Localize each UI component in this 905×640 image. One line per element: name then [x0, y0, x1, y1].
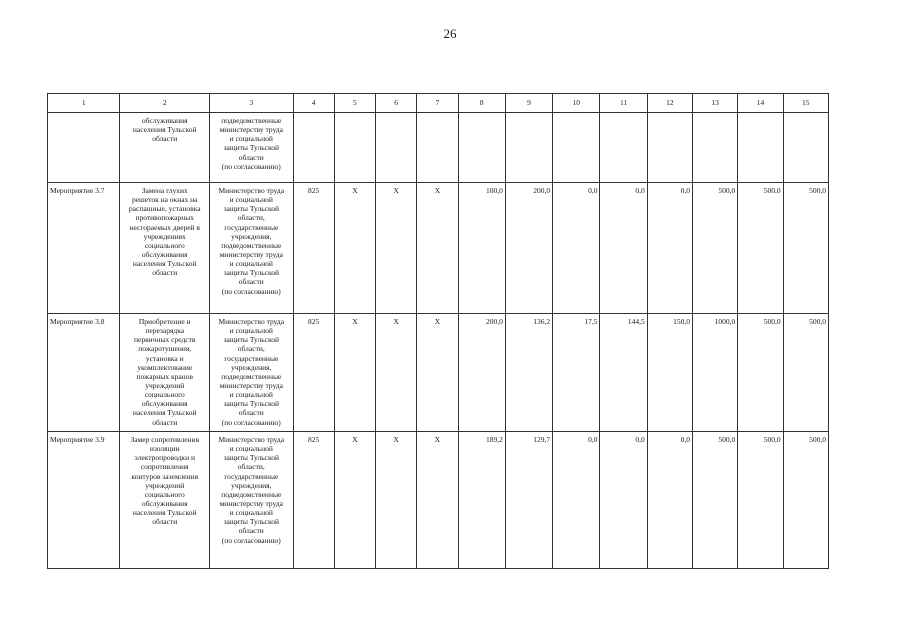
- cell-col10: 0,0: [553, 432, 600, 569]
- cell-col7: Х: [417, 183, 458, 314]
- cell-col8: 200,0: [458, 314, 505, 432]
- measure-executor: Министерство труда и социальной защиты Тульской области, государственные учреждения, подведомственные министерству труда и социальной защиты Тульской области (по согласованию): [210, 314, 294, 432]
- cell-col6: Х: [376, 314, 417, 432]
- measure-executor: Министерство труда и социальной защиты Тульской области, государственные учреждения, подведомственные министерству труда и социальной защиты Тульской области (по согласованию): [210, 432, 294, 569]
- column-header: 14: [738, 94, 783, 113]
- measure-name: [48, 113, 120, 183]
- measure-executor: Министерство труда и социальной защиты Тульской области, государственные учреждения, подведомственные министерству труда и социальной защиты Тульской области (по согласованию): [210, 183, 294, 314]
- cell-col11: 0,0: [600, 432, 647, 569]
- table-row: [48, 183, 829, 314]
- column-header: 10: [553, 94, 600, 113]
- cell-col8: 189,2: [458, 432, 505, 569]
- measure-description: Замена глухих решеток на окнах на распашные, установка противопожарных несгораемых дверей в учреждениях социального обслуживания населения Тульской области: [120, 183, 210, 314]
- measure-name: Мероприятие 3.8: [48, 314, 120, 432]
- cell-col5: Х: [334, 314, 375, 432]
- cell-col11: 0,0: [600, 183, 647, 314]
- cell-col14: 500,0: [738, 314, 783, 432]
- cell-col4: 825: [293, 314, 334, 432]
- cell-col5: Х: [334, 183, 375, 314]
- cell-col12: 0,0: [647, 183, 692, 314]
- cell-col13: 1000,0: [693, 314, 738, 432]
- cell-col7: Х: [417, 432, 458, 569]
- cell-col13: 500,0: [693, 432, 738, 569]
- column-header: 11: [600, 94, 647, 113]
- cell-col15: 500,0: [783, 432, 828, 569]
- column-header: 9: [505, 94, 552, 113]
- cell-col8: 100,0: [458, 183, 505, 314]
- column-header: 8: [458, 94, 505, 113]
- cell-col10: 17,5: [553, 314, 600, 432]
- cell-col9: 200,0: [505, 183, 552, 314]
- cell-col14: 500,0: [738, 432, 783, 569]
- measure-executor: подведомственные министерству труда и социальной защиты Тульской области (по согласованию): [210, 113, 294, 183]
- measure-description: Замер сопротивления изоляции электропроводки и сопротивления контуров заземления учреждений социального обслуживания населения Тульской области: [120, 432, 210, 569]
- cell-col11: 144,5: [600, 314, 647, 432]
- cell-col14: 500,0: [738, 183, 783, 314]
- measure-description: Приобретение и перезарядка первичных средств пожаротушения, установка и укомплектование пожарных кранов учреждений социального обслуживания населения Тульской области: [120, 314, 210, 432]
- cell-col5: Х: [334, 432, 375, 569]
- cell-col12: 0,0: [647, 432, 692, 569]
- header-row: [48, 94, 829, 113]
- cell-col9: 136,2: [505, 314, 552, 432]
- column-header: 7: [417, 94, 458, 113]
- cell-col10: 0,0: [553, 183, 600, 314]
- column-header: 3: [210, 94, 294, 113]
- table-row-continuation: [48, 113, 829, 183]
- column-header: 4: [293, 94, 334, 113]
- cell-col6: Х: [376, 432, 417, 569]
- column-header: 5: [334, 94, 375, 113]
- cell-col13: 500,0: [693, 183, 738, 314]
- cell-col15: 500,0: [783, 183, 828, 314]
- cell-col6: Х: [376, 183, 417, 314]
- cell-col12: 150,0: [647, 314, 692, 432]
- column-header: 1: [48, 94, 120, 113]
- cell-col4: 825: [293, 183, 334, 314]
- column-header: 12: [647, 94, 692, 113]
- column-header: 2: [120, 94, 210, 113]
- cell-col7: Х: [417, 314, 458, 432]
- cell-col9: 129,7: [505, 432, 552, 569]
- cell-col4: 825: [293, 432, 334, 569]
- cell-col15: 500,0: [783, 314, 828, 432]
- page-number: 26: [443, 26, 457, 41]
- measure-name: Мероприятие 3.9: [48, 432, 120, 569]
- column-header: 15: [783, 94, 828, 113]
- table-row: [48, 314, 829, 432]
- table-row: [48, 432, 829, 569]
- column-header: 6: [376, 94, 417, 113]
- program-table: [47, 93, 829, 569]
- measure-name: Мероприятие 3.7: [48, 183, 120, 314]
- column-header: 13: [693, 94, 738, 113]
- measure-description: обслуживания населения Тульской области: [120, 113, 210, 183]
